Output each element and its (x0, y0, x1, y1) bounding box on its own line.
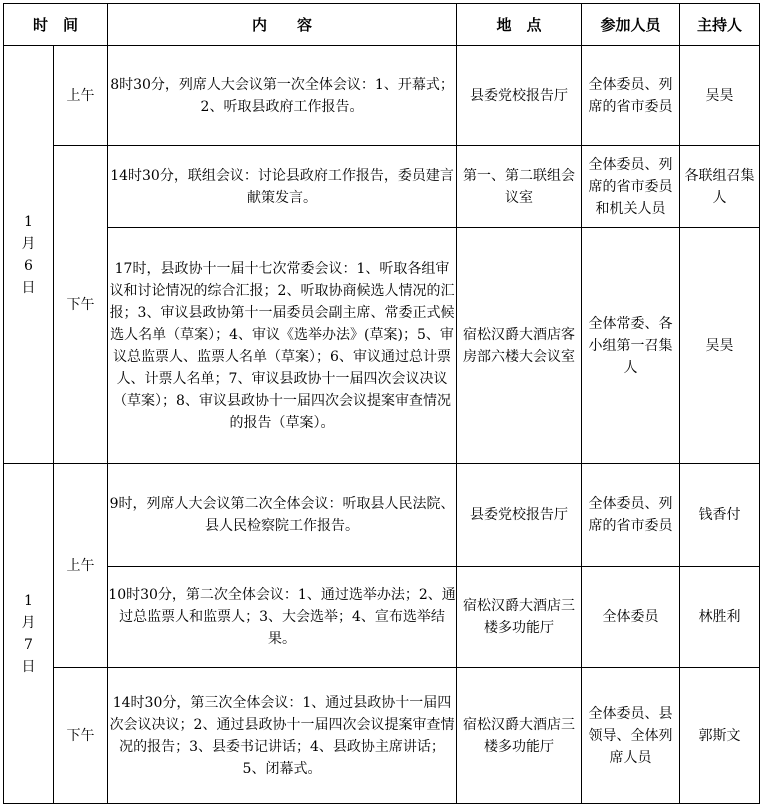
host-cell: 郭斯文 (680, 668, 760, 804)
table-row (4, 46, 760, 146)
attendees-cell: 全体常委、各小组第一召集人 (582, 228, 680, 464)
place-cell: 宿松汉爵大酒店三楼多功能厅 (457, 668, 582, 804)
attendees-cell: 全体委员、县领导、全体列席人员 (582, 668, 680, 804)
table-row (4, 567, 760, 668)
attendees-cell: 全体委员、列席的省市委员和机关人员 (582, 146, 680, 228)
place-cell: 宿松汉爵大酒店客房部六楼大会议室 (457, 228, 582, 464)
place-cell: 县委党校报告厅 (457, 464, 582, 567)
host-cell: 吴昊 (680, 228, 760, 464)
header-content: 内 容 (108, 4, 457, 46)
date-label: 1月6日 (21, 213, 36, 296)
meeting-schedule-table (3, 3, 760, 804)
header-row (4, 4, 760, 46)
place-cell: 县委党校报告厅 (457, 46, 582, 146)
header-time: 时 间 (4, 4, 108, 46)
period-cell: 下午 (54, 146, 108, 464)
place-cell: 宿松汉爵大酒店三楼多功能厅 (457, 567, 582, 668)
date-cell (4, 46, 54, 464)
content-cell: 8时30分，列席人大会议第一次全体会议：1、开幕式；2、听取县政府工作报告。 (108, 46, 457, 146)
host-cell: 钱香付 (680, 464, 760, 567)
table-row (4, 228, 760, 464)
period-cell: 下午 (54, 668, 108, 804)
header-place: 地 点 (457, 4, 582, 46)
content-cell: 14时30分，第三次全体会议：1、通过县政协十一届四次会议决议；2、通过县政协十一届四次会议提案审查情况的报告；3、县委书记讲话；4、县政协主席讲话；5、闭幕式。 (108, 668, 457, 804)
header-host: 主持人 (680, 4, 760, 46)
content-cell: 17时，县政协十一届十七次常委会议：1、听取各组审议和讨论情况的综合汇报；2、听取协商候选人情况的汇报；3、审议县政协第十一届委员会副主席、常委正式候选人名单（草案）；4、审议《选举办法》(草案)；5、审议总监票人、监票人名单（草案）；6、审议通过总计票人、计票人名单；7、审议县政协十一届四次会议决议（草案）；8、审议县政协十一届四次会议提案审查情况的报告（草案）。 (108, 228, 457, 464)
attendees-cell: 全体委员 (582, 567, 680, 668)
content-cell: 10时30分，第二次全体会议：1、通过选举办法；2、通过总监票人和监票人；3、大会选举；4、宣布选举结果。 (108, 567, 457, 668)
period-cell: 上午 (54, 46, 108, 146)
date-label: 1月7日 (21, 592, 36, 675)
attendees-cell: 全体委员、列席的省市委员 (582, 464, 680, 567)
table-row (4, 464, 760, 567)
host-cell: 各联组召集人 (680, 146, 760, 228)
table-row (4, 668, 760, 804)
attendees-cell: 全体委员、列席的省市委员 (582, 46, 680, 146)
content-cell: 14时30分，联组会议：讨论县政府工作报告，委员建言献策发言。 (108, 146, 457, 228)
table-row (4, 146, 760, 228)
host-cell: 林胜利 (680, 567, 760, 668)
date-cell (4, 464, 54, 804)
content-cell: 9时，列席人大会议第二次全体会议：听取县人民法院、县人民检察院工作报告。 (108, 464, 457, 567)
period-cell: 上午 (54, 464, 108, 668)
header-attendees: 参加人员 (582, 4, 680, 46)
place-cell: 第一、第二联组会议室 (457, 146, 582, 228)
host-cell: 吴昊 (680, 46, 760, 146)
